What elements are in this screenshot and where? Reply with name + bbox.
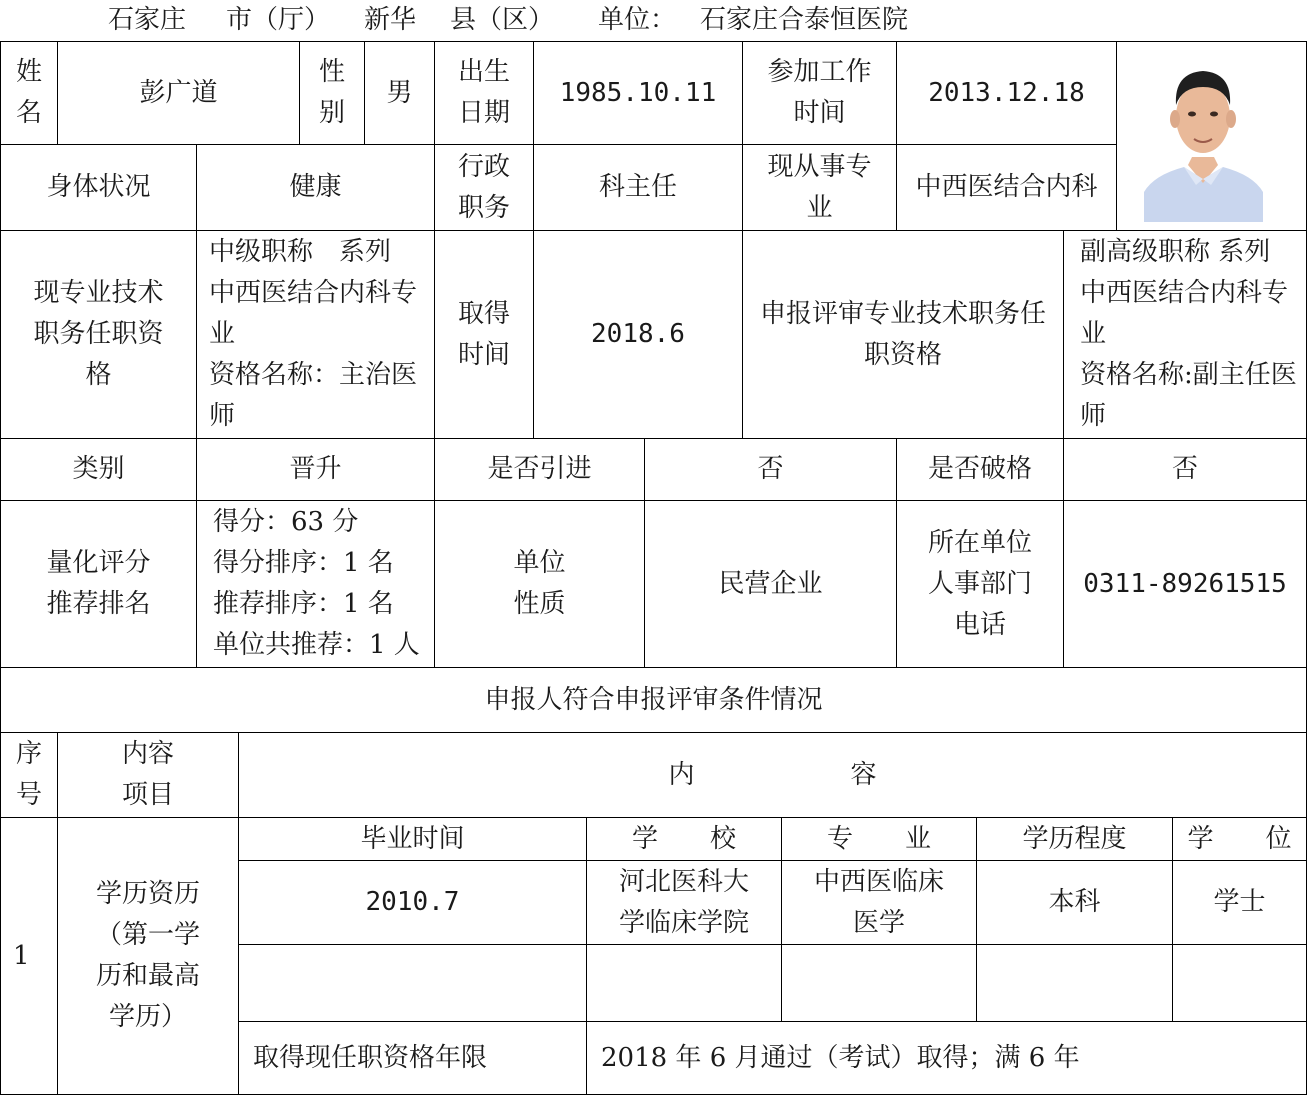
edu-row2-level xyxy=(976,944,1173,1022)
obtain-time-value: 2018.6 xyxy=(533,230,743,439)
obtain-time-label: 取得时间 xyxy=(434,230,534,439)
introduced-label: 是否引进 xyxy=(434,438,645,501)
birth-label: 出生日期 xyxy=(434,41,534,145)
category-label: 类别 xyxy=(0,438,197,501)
header-unit: 石家庄合泰恒医院 xyxy=(692,0,916,42)
edu-row1-level: 本科 xyxy=(976,860,1173,945)
current-major-label: 现从事专业 xyxy=(742,144,897,231)
admin-post-label: 行政职务 xyxy=(434,144,534,231)
hr-phone-label: 所在单位人事部门电话 xyxy=(896,500,1064,668)
edu-row1-time: 2010.7 xyxy=(238,860,587,945)
header-county-suffix: 县（区） xyxy=(450,5,555,35)
edu-row2-time xyxy=(238,944,587,1022)
header-county: 新华 xyxy=(356,0,424,42)
name-value: 彭广道 xyxy=(57,41,300,145)
section-title: 申报人符合申报评审条件情况 xyxy=(0,667,1307,733)
qualification-years-value: 2018 年 6 月通过（考试）取得；满 6 年 xyxy=(586,1021,1307,1095)
item-label: 内容 项目 xyxy=(57,732,239,818)
edu-row1-school: 河北医科大学临床学院 xyxy=(586,860,782,945)
unit-nature-value: 民营企业 xyxy=(644,500,897,668)
edu-row2-major xyxy=(781,944,977,1022)
col-level: 学历程度 xyxy=(976,817,1173,861)
gender-value: 男 xyxy=(364,41,435,145)
col-major: 专 业 xyxy=(781,817,977,861)
col-school: 学 校 xyxy=(586,817,782,861)
person-photo xyxy=(1144,57,1263,222)
edu-row1-degree: 学士 xyxy=(1172,860,1307,945)
header-unit-label: 单位： xyxy=(598,5,677,35)
work-start-label: 参加工作时间 xyxy=(742,41,897,145)
form-header xyxy=(0,0,1307,41)
introduced-value: 否 xyxy=(644,438,897,501)
col-grad-time: 毕业时间 xyxy=(238,817,587,861)
current-title-value: 中级职称 系列 中西医结合内科专业 资格名称：主治医师 xyxy=(196,230,435,439)
exception-label: 是否破格 xyxy=(896,438,1064,501)
score-rank-label: 量化评分推荐排名 xyxy=(0,500,197,668)
current-title-label: 现专业技术职务任职资格 xyxy=(0,230,197,439)
current-major-value: 中西医结合内科 xyxy=(896,144,1117,231)
health-value: 健康 xyxy=(196,144,435,231)
admin-post-value: 科主任 xyxy=(533,144,743,231)
unit-nature-label: 单位性质 xyxy=(434,500,645,668)
score-rank-value: 得分：63 分 得分排序：1 名 推荐排序：1 名 单位共推荐：1 人 xyxy=(196,500,435,668)
work-start-value: 2013.12.18 xyxy=(896,41,1117,145)
education-item: 学历资历（第一学历和最高学历） xyxy=(57,817,239,1095)
header-city-suffix: 市（厅） xyxy=(226,5,331,35)
qualification-years-label: 取得现任职资格年限 xyxy=(238,1021,587,1095)
seq-label: 序号 xyxy=(0,732,58,818)
edu-row2-school xyxy=(586,944,782,1022)
apply-title-label: 申报评审专业技术职务任职资格 xyxy=(742,230,1064,439)
birth-value: 1985.10.11 xyxy=(533,41,743,145)
col-degree: 学 位 xyxy=(1172,817,1307,861)
gender-label: 性别 xyxy=(299,41,365,145)
content-label: 内 容 xyxy=(238,732,1307,818)
name-label: 姓名 xyxy=(0,41,58,145)
exception-value: 否 xyxy=(1063,438,1307,501)
header-city: 石家庄 xyxy=(100,0,194,42)
category-value: 晋升 xyxy=(196,438,435,501)
health-label: 身体状况 xyxy=(0,144,197,231)
apply-title-value: 副高级职称 系列 中西医结合内科专业 资格名称:副主任医师 xyxy=(1063,230,1307,439)
hr-phone-value: 0311-89261515 xyxy=(1063,500,1307,668)
education-seq: 1 xyxy=(0,817,58,1095)
edu-row2-degree xyxy=(1172,944,1307,1022)
edu-row1-major: 中西医临床医学 xyxy=(781,860,977,945)
